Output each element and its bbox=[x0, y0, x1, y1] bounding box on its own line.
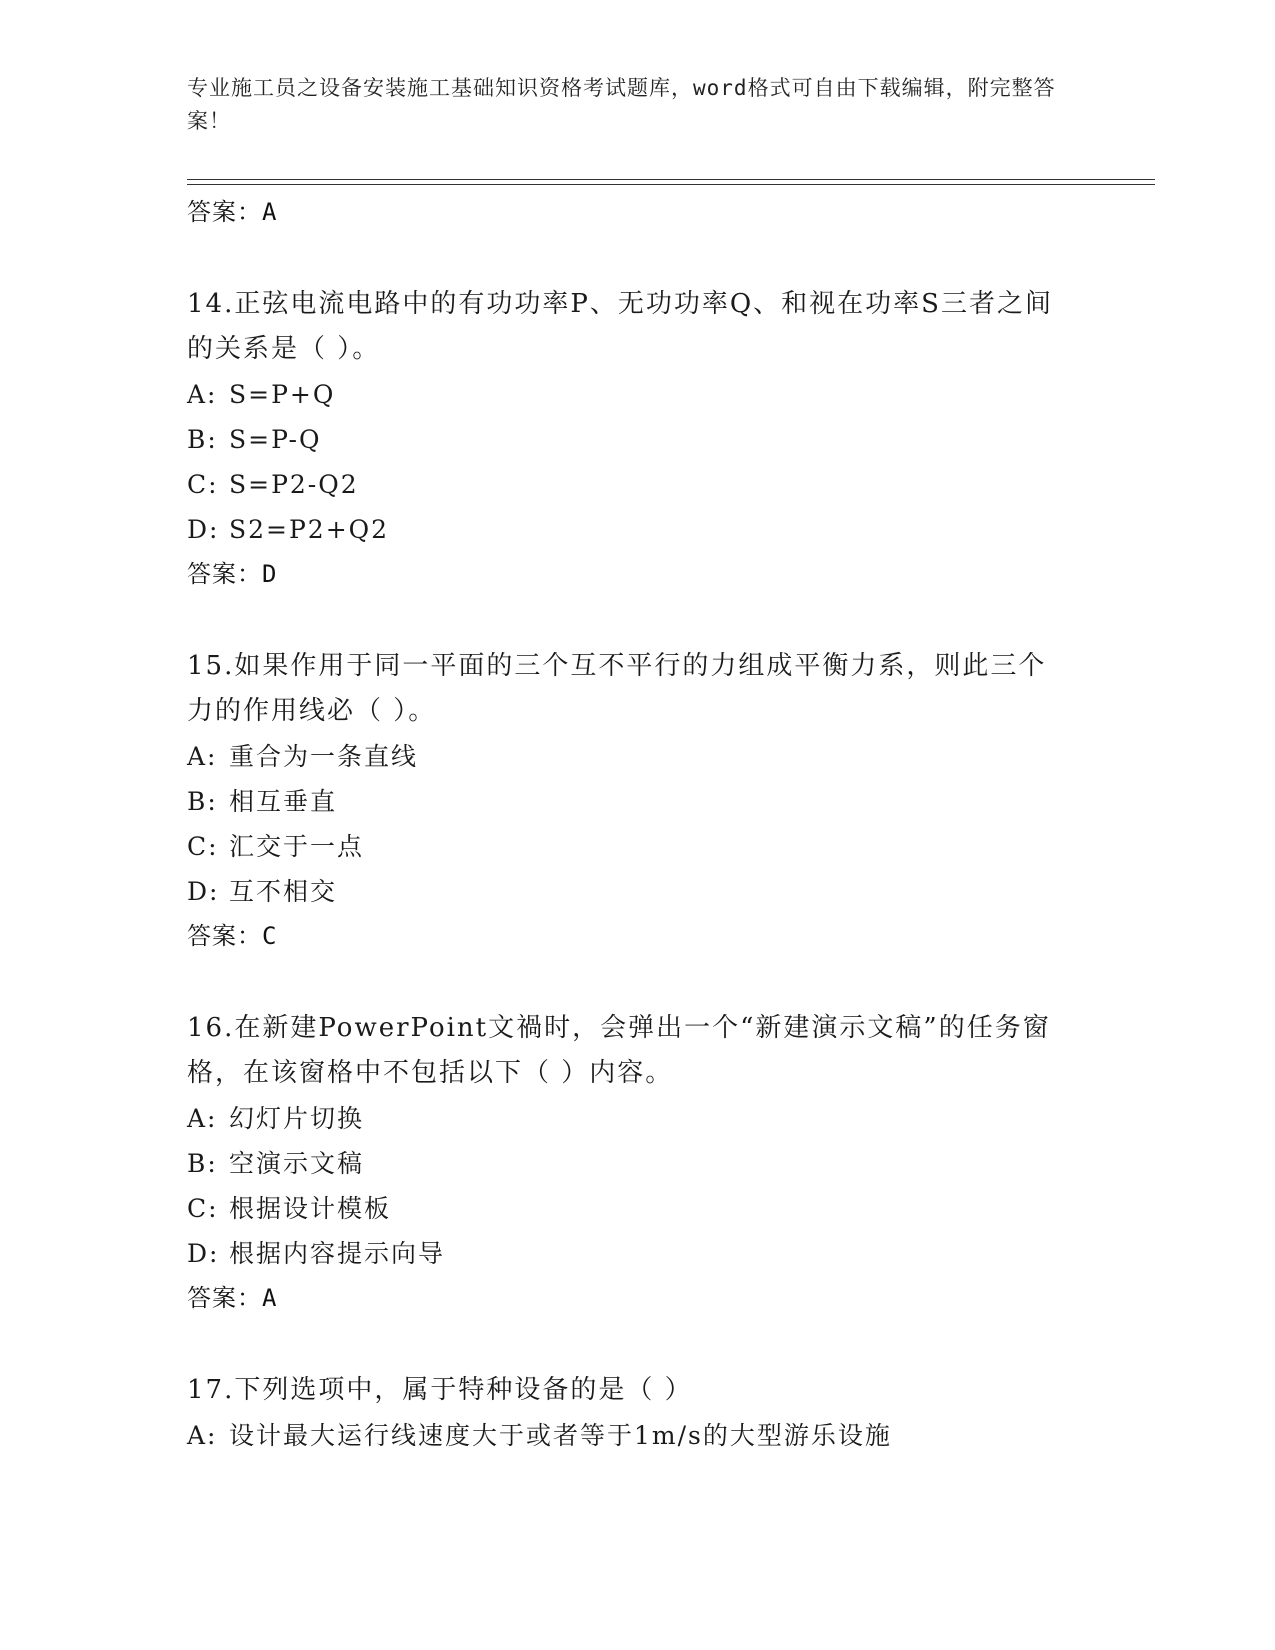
option-key: A: bbox=[187, 742, 218, 771]
header-divider-bottom bbox=[187, 184, 1155, 185]
spacer bbox=[187, 958, 1087, 1006]
answer-label: 答案：D bbox=[187, 560, 278, 588]
option-item bbox=[187, 372, 1087, 417]
option-text: S=P-Q bbox=[229, 425, 322, 454]
option-text: 根据内容提示向导 bbox=[229, 1239, 446, 1268]
option-key: D: bbox=[187, 515, 220, 544]
option-key: A: bbox=[187, 380, 218, 409]
option-text: 重合为一条直线 bbox=[229, 742, 419, 771]
option-key: C: bbox=[187, 832, 219, 861]
option-key: B: bbox=[187, 1149, 218, 1178]
option-text: S=P2-Q2 bbox=[229, 470, 359, 499]
question-text: 16.在新建PowerPoint文禍时，会弹出一个“新建演示文稿”的任务窗格，在该窗格中不包括以下（ ）内容。 bbox=[187, 1013, 1051, 1088]
answer-label: 答案：C bbox=[187, 922, 278, 950]
option-text: S2=P2+Q2 bbox=[229, 515, 390, 544]
option-item bbox=[187, 779, 1087, 824]
answer-label: 答案：A bbox=[187, 198, 278, 226]
question-text: 14.正弦电流电路中的有功功率P、无功功率Q、和视在功率S三者之间的关系是（ ）。 bbox=[187, 289, 1053, 364]
option-key: D: bbox=[187, 1239, 220, 1268]
option-item bbox=[187, 1141, 1087, 1186]
option-key: A: bbox=[187, 1421, 218, 1450]
option-text: 空演示文稿 bbox=[229, 1149, 365, 1178]
option-text: 根据设计模板 bbox=[229, 1194, 392, 1223]
option-item bbox=[187, 417, 1087, 462]
option-text: 幻灯片切换 bbox=[229, 1104, 365, 1133]
option-item bbox=[187, 507, 1087, 552]
question-list bbox=[187, 190, 1087, 1458]
question-text: 17.下列选项中，属于特种设备的是（ ） bbox=[187, 1375, 693, 1405]
option-key: A: bbox=[187, 1104, 218, 1133]
option-item bbox=[187, 1186, 1087, 1231]
option-item bbox=[187, 1096, 1087, 1141]
option-item bbox=[187, 1231, 1087, 1276]
option-item bbox=[187, 1413, 1087, 1458]
option-text: 互不相交 bbox=[229, 877, 338, 906]
option-text: 汇交于一点 bbox=[229, 832, 365, 861]
option-key: B: bbox=[187, 787, 218, 816]
option-item bbox=[187, 734, 1087, 779]
answer-label: 答案：A bbox=[187, 1284, 278, 1312]
option-key: C: bbox=[187, 470, 219, 499]
option-key: D: bbox=[187, 877, 220, 906]
option-text: 相互垂直 bbox=[229, 787, 338, 816]
option-text: S=P+Q bbox=[229, 380, 336, 409]
option-item bbox=[187, 869, 1087, 914]
question-text: 15.如果作用于同一平面的三个互不平行的力组成平衡力系，则此三个力的作用线必（ ）。 bbox=[187, 651, 1047, 726]
spacer bbox=[187, 234, 1087, 282]
header-divider-top bbox=[187, 179, 1155, 180]
spacer bbox=[187, 1320, 1087, 1368]
option-item bbox=[187, 824, 1087, 869]
option-key: C: bbox=[187, 1194, 219, 1223]
option-key: B: bbox=[187, 425, 218, 454]
option-item bbox=[187, 462, 1087, 507]
spacer bbox=[187, 596, 1087, 644]
document-header: 专业施工员之设备安装施工基础知识资格考试题库，word格式可自由下载编辑，附完整答案！ bbox=[187, 76, 1056, 133]
option-text: 设计最大运行线速度大于或者等于1m/s的大型游乐设施 bbox=[229, 1421, 892, 1450]
